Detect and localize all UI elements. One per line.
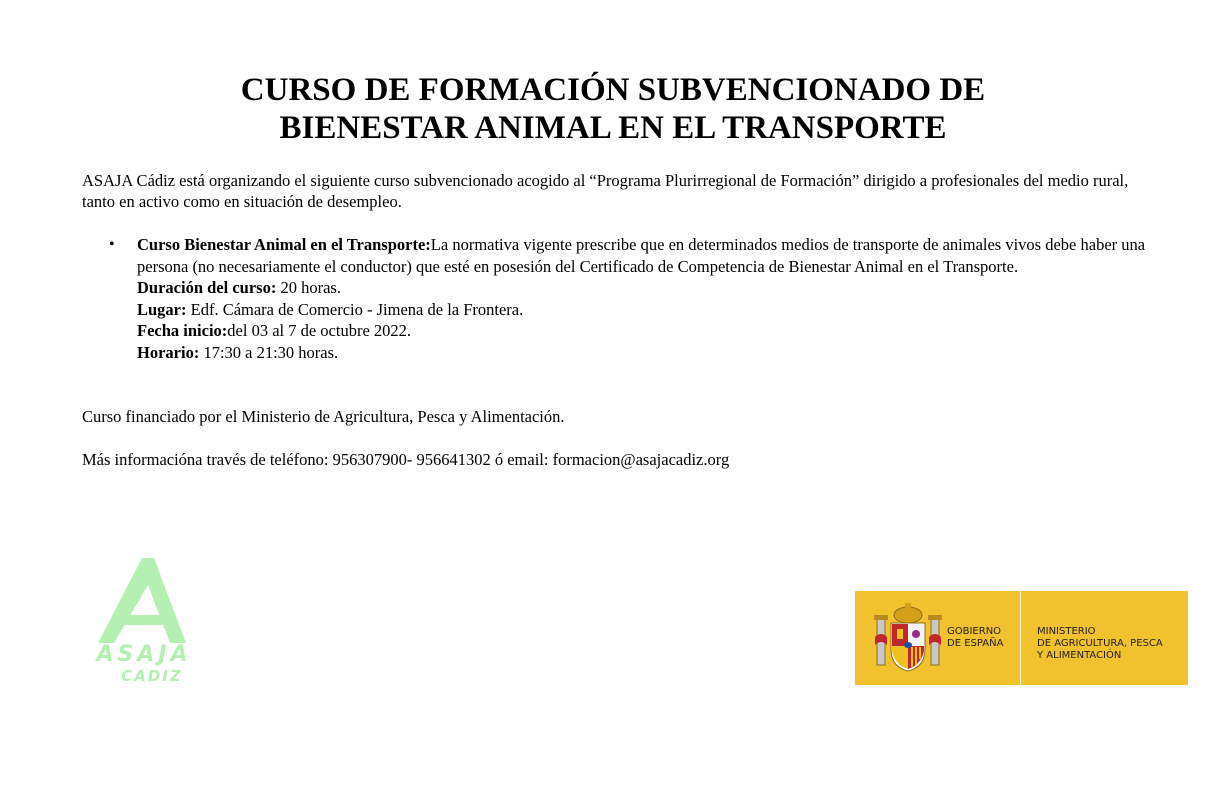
asaja-logo	[94, 555, 194, 687]
gobierno-line-1: GOBIERNO	[947, 626, 1002, 637]
intro-paragraph: ASAJA Cádiz está organizando el siguiente curso subvencionado acogido al “Programa Plurirregional de Formación” dirigido a profesionales del medio rural, tanto en activo como en situación de desempleo.	[82, 171, 1129, 211]
start-value: del 03 al 7 de octubre 2022.	[227, 321, 412, 340]
bullet-icon: •	[109, 236, 115, 253]
title-line-2: BIENESTAR ANIMAL EN EL TRANSPORTE	[279, 110, 947, 146]
course-bullet	[82, 234, 1162, 363]
title-line-1: CURSO DE FORMACIÓN SUBVENCIONADO DE	[240, 72, 986, 108]
ministerio-line-1: MINISTERIO	[1037, 626, 1096, 637]
start-line	[137, 320, 1162, 342]
duration-label: Duración del curso:	[137, 278, 277, 297]
place-value: Edf. Cámara de Comercio - Jimena de la Frontera.	[186, 299, 524, 319]
start-label: Fecha inicio:	[137, 321, 228, 340]
schedule-line	[137, 342, 1162, 364]
schedule-value: 17:30 a 21:30 horas.	[199, 342, 339, 362]
banner-divider	[1020, 591, 1021, 685]
place-line	[137, 299, 1162, 321]
government-banner	[855, 591, 1188, 685]
coat-of-arms-icon	[871, 601, 945, 675]
asaja-sub: CADIZ	[121, 667, 183, 685]
document-title	[0, 71, 1226, 147]
ministerio-line-2: DE AGRICULTURA, PESCA	[1037, 638, 1163, 649]
asaja-name: ASAJA	[96, 642, 192, 667]
gobierno-text	[947, 626, 1003, 650]
course-name: Curso Bienestar Animal en el Transporte:	[137, 235, 431, 254]
duration-value: 20 horas.	[276, 278, 341, 297]
course-intro-line	[137, 234, 1162, 277]
contact-info: Más informacióna través de teléfono: 956307900- 956641302 ó email: formacion@asajacadiz.org	[82, 450, 730, 469]
schedule-label: Horario:	[137, 342, 200, 362]
course-details	[137, 234, 1162, 363]
ministerio-text	[1037, 626, 1163, 662]
ministerio-line-3: Y ALIMENTACIÓN	[1037, 650, 1122, 661]
duration-line	[137, 277, 1162, 299]
financed-note: Curso financiado por el Ministerio de Agricultura, Pesca y Alimentación.	[82, 407, 565, 426]
course-description: La normativa vigente prescribe que en determinados medios de transporte de animales vivos debe haber una persona (no necesariamente el conductor) que esté en posesión del Certificado de Competencia de Bienestar Animal en el Transporte.	[137, 235, 1146, 276]
gobierno-line-2: DE ESPAÑA	[947, 638, 1004, 649]
asaja-a-mark-icon	[94, 555, 194, 645]
place-label: Lugar:	[137, 299, 187, 319]
